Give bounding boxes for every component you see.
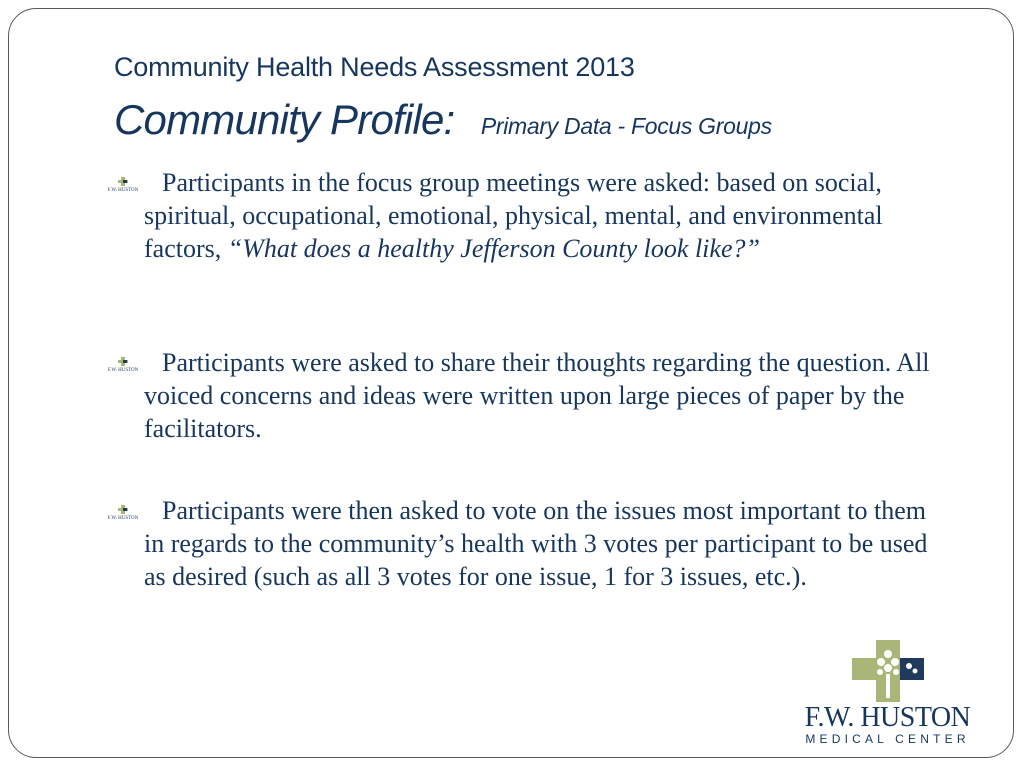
fw-huston-bullet-icon (107, 176, 139, 194)
bullet-text-2: Participants were asked to share their thoughts regarding the question. All voiced concerns and ideas were written upon large pieces of paper by the facilitators. (144, 348, 930, 443)
bullet-item-1 (107, 166, 940, 265)
logo-subtitle: MEDICAL CENTER (805, 732, 970, 746)
bullet-icon-text: F.W. HUSTON (107, 368, 139, 373)
slide-title-sub: Primary Data - Focus Groups (480, 113, 772, 139)
slide-title-line2 (114, 96, 772, 144)
bullet-text-1 (144, 166, 940, 265)
bullet-text-1-body: Participants in the focus group meetings were asked: based on social, spiritual, occupational, emotional, physical, mental, and environmental factors, (144, 168, 883, 263)
bullet-text-1-quote: “What does a healthy Jefferson County look like?” (227, 234, 760, 263)
logo-cross-tree-icon (800, 640, 975, 702)
bullet-item-2 (107, 346, 940, 445)
fw-huston-bullet-icon (107, 356, 139, 374)
fw-huston-bullet-icon (107, 504, 139, 522)
slide-title-line1: Community Health Needs Assessment 2013 (114, 52, 635, 82)
bullet-icon-text: F.W. HUSTON (107, 516, 139, 521)
logo-name: F.W. HUSTON (804, 702, 971, 733)
slide-title-main: Community Profile: (114, 96, 455, 143)
bullet-text-3: Participants were then asked to vote on the issues most important to them in regards to the community’s health with 3 votes per participant to be used as desired (such as all 3 votes for one issue, 1 for 3 issues, etc.). (144, 496, 928, 591)
bullet-item-3 (107, 494, 940, 593)
fw-huston-logo (800, 640, 975, 750)
bullet-icon-text: F.W. HUSTON (107, 188, 139, 193)
